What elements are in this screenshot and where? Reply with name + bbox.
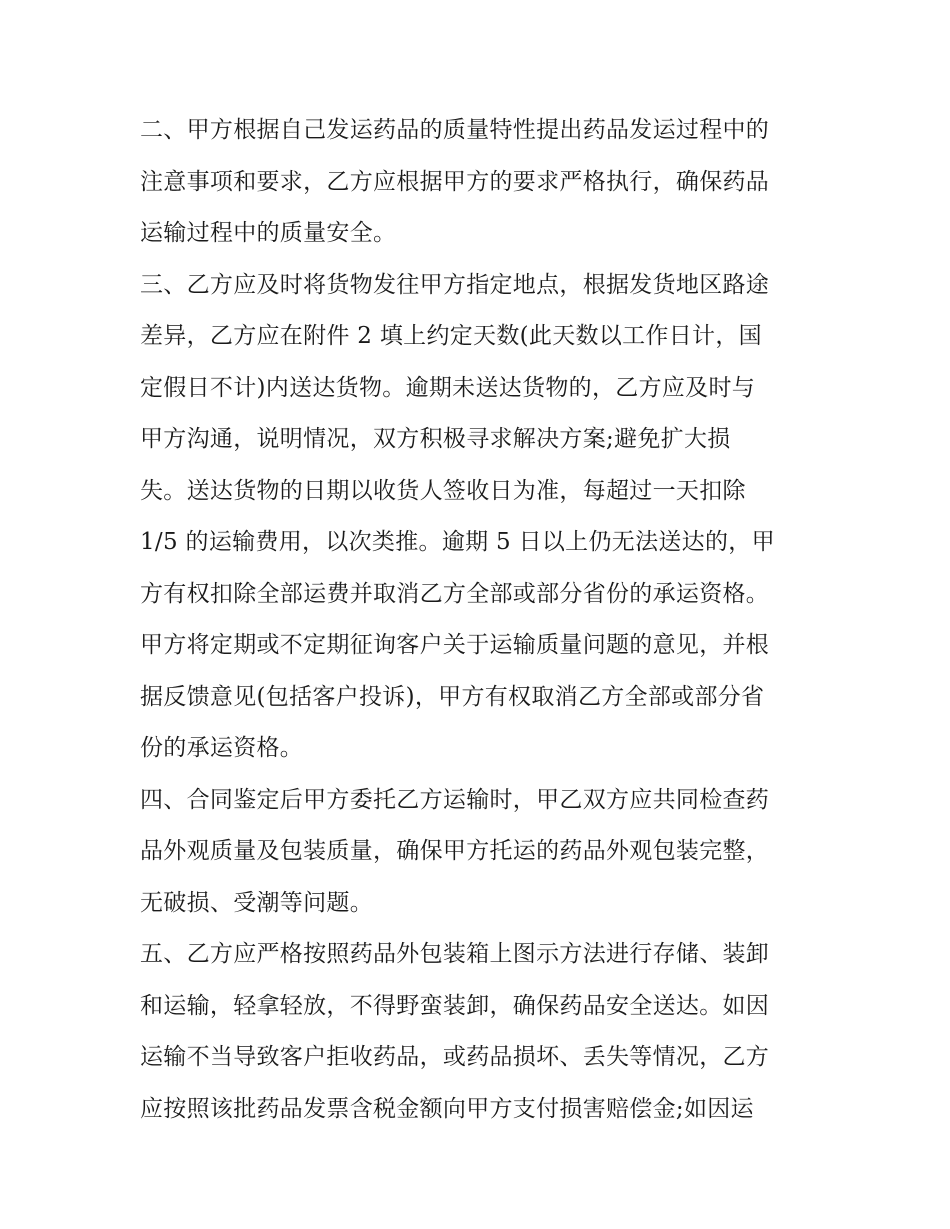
text-line: 注意事项和要求，乙方应根据甲方的要求严格执行，确保药品 [140,168,770,195]
text-line: 甲方将定期或不定期征询客户关于运输质量问题的意见，并根 [140,632,770,658]
text-line: 五、乙方应严格按照药品外包装箱上图示方法进行存储、装卸 [140,941,770,967]
text-line: 据反馈意见(包括客户投诉)，甲方有权取消乙方全部或部分省 [140,683,765,710]
text-line: 方有权扣除全部运费并取消乙方全部或部分省份的承运资格。 [140,580,770,607]
text-line: 和运输，轻拿轻放，不得野蛮装卸，确保药品安全送达。如因 [140,992,770,1019]
text-line: 二、甲方根据自己发运药品的质量特性提出药品发运过程中的 [140,117,770,143]
text-line: 应按照该批药品发票含税金额向甲方支付损害赔偿金;如因运 [140,1095,754,1122]
text-line: 失。送达货物的日期以收货人签收日为准，每超过一天扣除 [140,477,746,504]
text-line: 无破损、受潮等问题。 [140,889,373,916]
text-line: 甲方沟通，说明情况，双方积极寻求解决方案;避免扩大损 [140,426,731,452]
text-line: 三、乙方应及时将货物发往甲方指定地点，根据发货地区路途 [140,271,770,298]
text-line: 差异，乙方应在附件 2 填上约定天数(此天数以工作日计，国 [140,323,762,349]
text-line: 份的承运资格。 [140,735,304,761]
text-line: 品外观质量及包装质量，确保甲方托运的药品外观包装完整， [140,838,770,864]
text-line: 运输过程中的质量安全。 [140,220,397,246]
text-line: 定假日不计)内送达货物。逾期未送达货物的，乙方应及时与 [140,374,756,401]
text-line: 1/5 的运输费用，以次类推。逾期 5 日以上仍无法送达的，甲 [140,529,775,555]
text-line: 运输不当导致客户拒收药品，或药品损坏、丢失等情况，乙方 [140,1044,770,1070]
text-line: 四、合同鉴定后甲方委托乙方运输时，甲乙双方应共同检查药 [140,786,770,813]
contract-body [140,108,820,1138]
